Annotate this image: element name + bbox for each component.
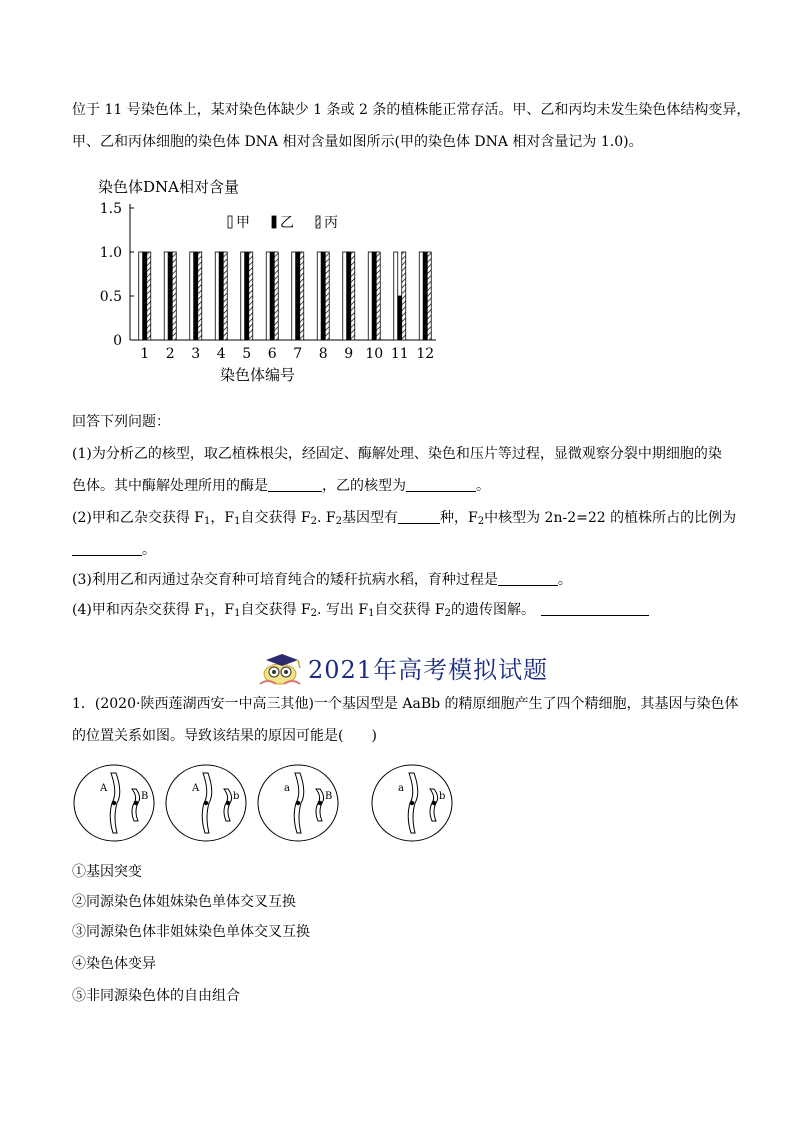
bar-丙-5 [249, 252, 253, 340]
bar-乙-3 [194, 252, 198, 340]
bar-甲-11 [394, 252, 398, 340]
questions-header: 回答下列问题： [72, 414, 170, 430]
y-tick-label: 0 [113, 333, 122, 349]
genotype-count-blank[interactable] [398, 509, 440, 524]
bar-丙-12 [427, 252, 431, 340]
bar-甲-1 [139, 252, 143, 340]
centromere [296, 801, 300, 805]
option-3: ③同源染色体非姐妹染色单体交叉互换 [72, 924, 310, 940]
bar-乙-4 [219, 252, 223, 340]
enzyme-answer-blank[interactable] [268, 477, 322, 492]
bar-丙-3 [198, 252, 202, 340]
legend-swatch-丙 [316, 216, 320, 228]
bar-甲-3 [190, 252, 194, 340]
centromere [432, 801, 436, 805]
intro-line-2: 甲、乙和丙体细胞的染色体 DNA 相对含量如图所示(甲的染色体 DNA 相对含量记为 1.0)。 [72, 134, 643, 150]
legend-swatch-甲 [228, 216, 232, 228]
sperm-cell [74, 765, 154, 841]
bar-丙-9 [351, 252, 355, 340]
bar-乙-9 [347, 252, 351, 340]
bar-丙-7 [300, 252, 304, 340]
centromere [318, 801, 322, 805]
bar-甲-2 [164, 252, 168, 340]
centromere [112, 801, 116, 805]
x-tick-label: 12 [416, 346, 435, 362]
bar-乙-10 [372, 252, 376, 340]
bar-乙-2 [168, 252, 172, 340]
ratio-answer-blank[interactable] [72, 541, 142, 556]
x-tick-label: 3 [191, 346, 201, 362]
bar-乙-8 [321, 252, 325, 340]
bar-丙-11 [402, 252, 406, 340]
legend-label: 甲 [236, 215, 250, 231]
problem-1-line-1: 1．(2020·陕西莲湖西安一中高三其他)一个基因型是 AaBb 的精原细胞产生了四个精细胞，其基因与染色体 [72, 696, 739, 712]
bar-丙-10 [376, 252, 380, 340]
left-gene-label: A [100, 783, 108, 794]
right-gene-label: B [141, 791, 149, 802]
graduation-cap-mascot-icon [260, 654, 300, 684]
question-2-line-1: (2)甲和乙杂交获得 $F_1$，$F_1$自交获得 $F_2$. $F_2$基因型有 种，$F_2$中核型为 2n-2=22 的植株所占的比例为 [72, 510, 737, 527]
breeding-process-blank[interactable] [498, 571, 558, 586]
bar-丙-4 [223, 252, 227, 340]
bar-甲-5 [241, 252, 245, 340]
question-3: (3)利用乙和丙通过杂交育种可培育纯合的矮秆抗病水稻，育种过程是 。 [72, 572, 572, 588]
right-gene-label: B [325, 791, 333, 802]
legend-label: 乙 [280, 215, 294, 231]
bar-甲-12 [419, 252, 423, 340]
x-tick-label: 11 [390, 346, 409, 362]
intro-line-1: 位于 11 号染色体上，某对染色体缺少 1 条或 2 条的植株能正常存活。甲、乙和丙均未发生染色体结构变异， [72, 102, 751, 118]
x-tick-label: 10 [365, 346, 384, 362]
x-axis-title: 染色体编号 [220, 366, 296, 384]
x-tick-label: 8 [318, 346, 328, 362]
section-title: 2021年高考模拟试题 [308, 656, 549, 684]
question-1-line-2: 色体。其中酶解处理所用的酶是 ，乙的核型为 。 [72, 478, 490, 494]
question-2-line-2: 。 [72, 540, 156, 560]
centromere [134, 801, 138, 805]
option-4: ④染色体变异 [72, 956, 156, 972]
y-tick-label: 0.5 [99, 289, 122, 305]
bar-乙-6 [270, 252, 274, 340]
centromere [226, 801, 230, 805]
bar-乙-5 [245, 252, 249, 340]
x-tick-label: 5 [242, 346, 252, 362]
x-tick-label: 7 [293, 346, 303, 362]
right-gene-label: b [439, 791, 446, 802]
bar-丙-2 [172, 252, 176, 340]
x-tick-label: 1 [140, 346, 150, 362]
karyotype-answer-blank[interactable] [406, 477, 476, 492]
x-tick-label: 9 [344, 346, 354, 362]
bar-甲-10 [368, 252, 372, 340]
left-gene-label: A [192, 783, 200, 794]
bar-甲-8 [317, 252, 321, 340]
problem-1-line-2: 的位置关系如图。导致该结果的原因可能是( ) [72, 728, 377, 744]
y-tick-label: 1.5 [99, 201, 122, 217]
x-tick-label: 6 [267, 346, 277, 362]
bar-甲-6 [266, 252, 270, 340]
option-5: ⑤非同源染色体的自由组合 [72, 988, 240, 1004]
option-2: ②同源染色体姐妹染色单体交叉互换 [72, 894, 296, 910]
bar-丙-1 [147, 252, 151, 340]
bar-甲-7 [292, 252, 296, 340]
x-tick-label: 4 [216, 346, 226, 362]
x-tick-label: 2 [165, 346, 175, 362]
sperm-cell [258, 765, 338, 841]
centromere [410, 801, 414, 805]
bar-乙-1 [143, 252, 147, 340]
bar-甲-4 [215, 252, 219, 340]
bar-甲-9 [343, 252, 347, 340]
legend-swatch-乙 [272, 216, 276, 228]
question-1-line-1: (1)为分析乙的核型，取乙植株根尖，经固定、酶解处理、染色和压片等过程，显微观察分裂中期细胞的染 [72, 446, 722, 462]
bar-乙-12 [423, 252, 427, 340]
dna-content-bar-chart [80, 168, 450, 388]
sperm-cell [166, 765, 246, 841]
bar-丙-8 [325, 252, 329, 340]
option-1: ①基因突变 [72, 864, 142, 880]
y-axis-title: 染色体DNA相对含量 [98, 178, 239, 196]
legend-label: 丙 [324, 215, 338, 231]
left-gene-label: a [398, 783, 404, 794]
question-4: (4)甲和丙杂交获得 $F_1$，$F_1$自交获得 $F_2$. 写出 $F_1$自交获得 $F_2$的遗传图解。 [72, 600, 649, 620]
bar-乙-11 [398, 296, 402, 340]
bar-乙-7 [296, 252, 300, 340]
centromere [204, 801, 208, 805]
bar-丙-6 [274, 252, 278, 340]
left-gene-label: a [284, 783, 290, 794]
y-tick-label: 1.0 [99, 245, 122, 261]
sperm-cells-figure [70, 758, 470, 848]
genetic-diagram-blank[interactable] [541, 601, 649, 616]
right-gene-label: b [233, 791, 240, 802]
sperm-cell [372, 765, 452, 841]
